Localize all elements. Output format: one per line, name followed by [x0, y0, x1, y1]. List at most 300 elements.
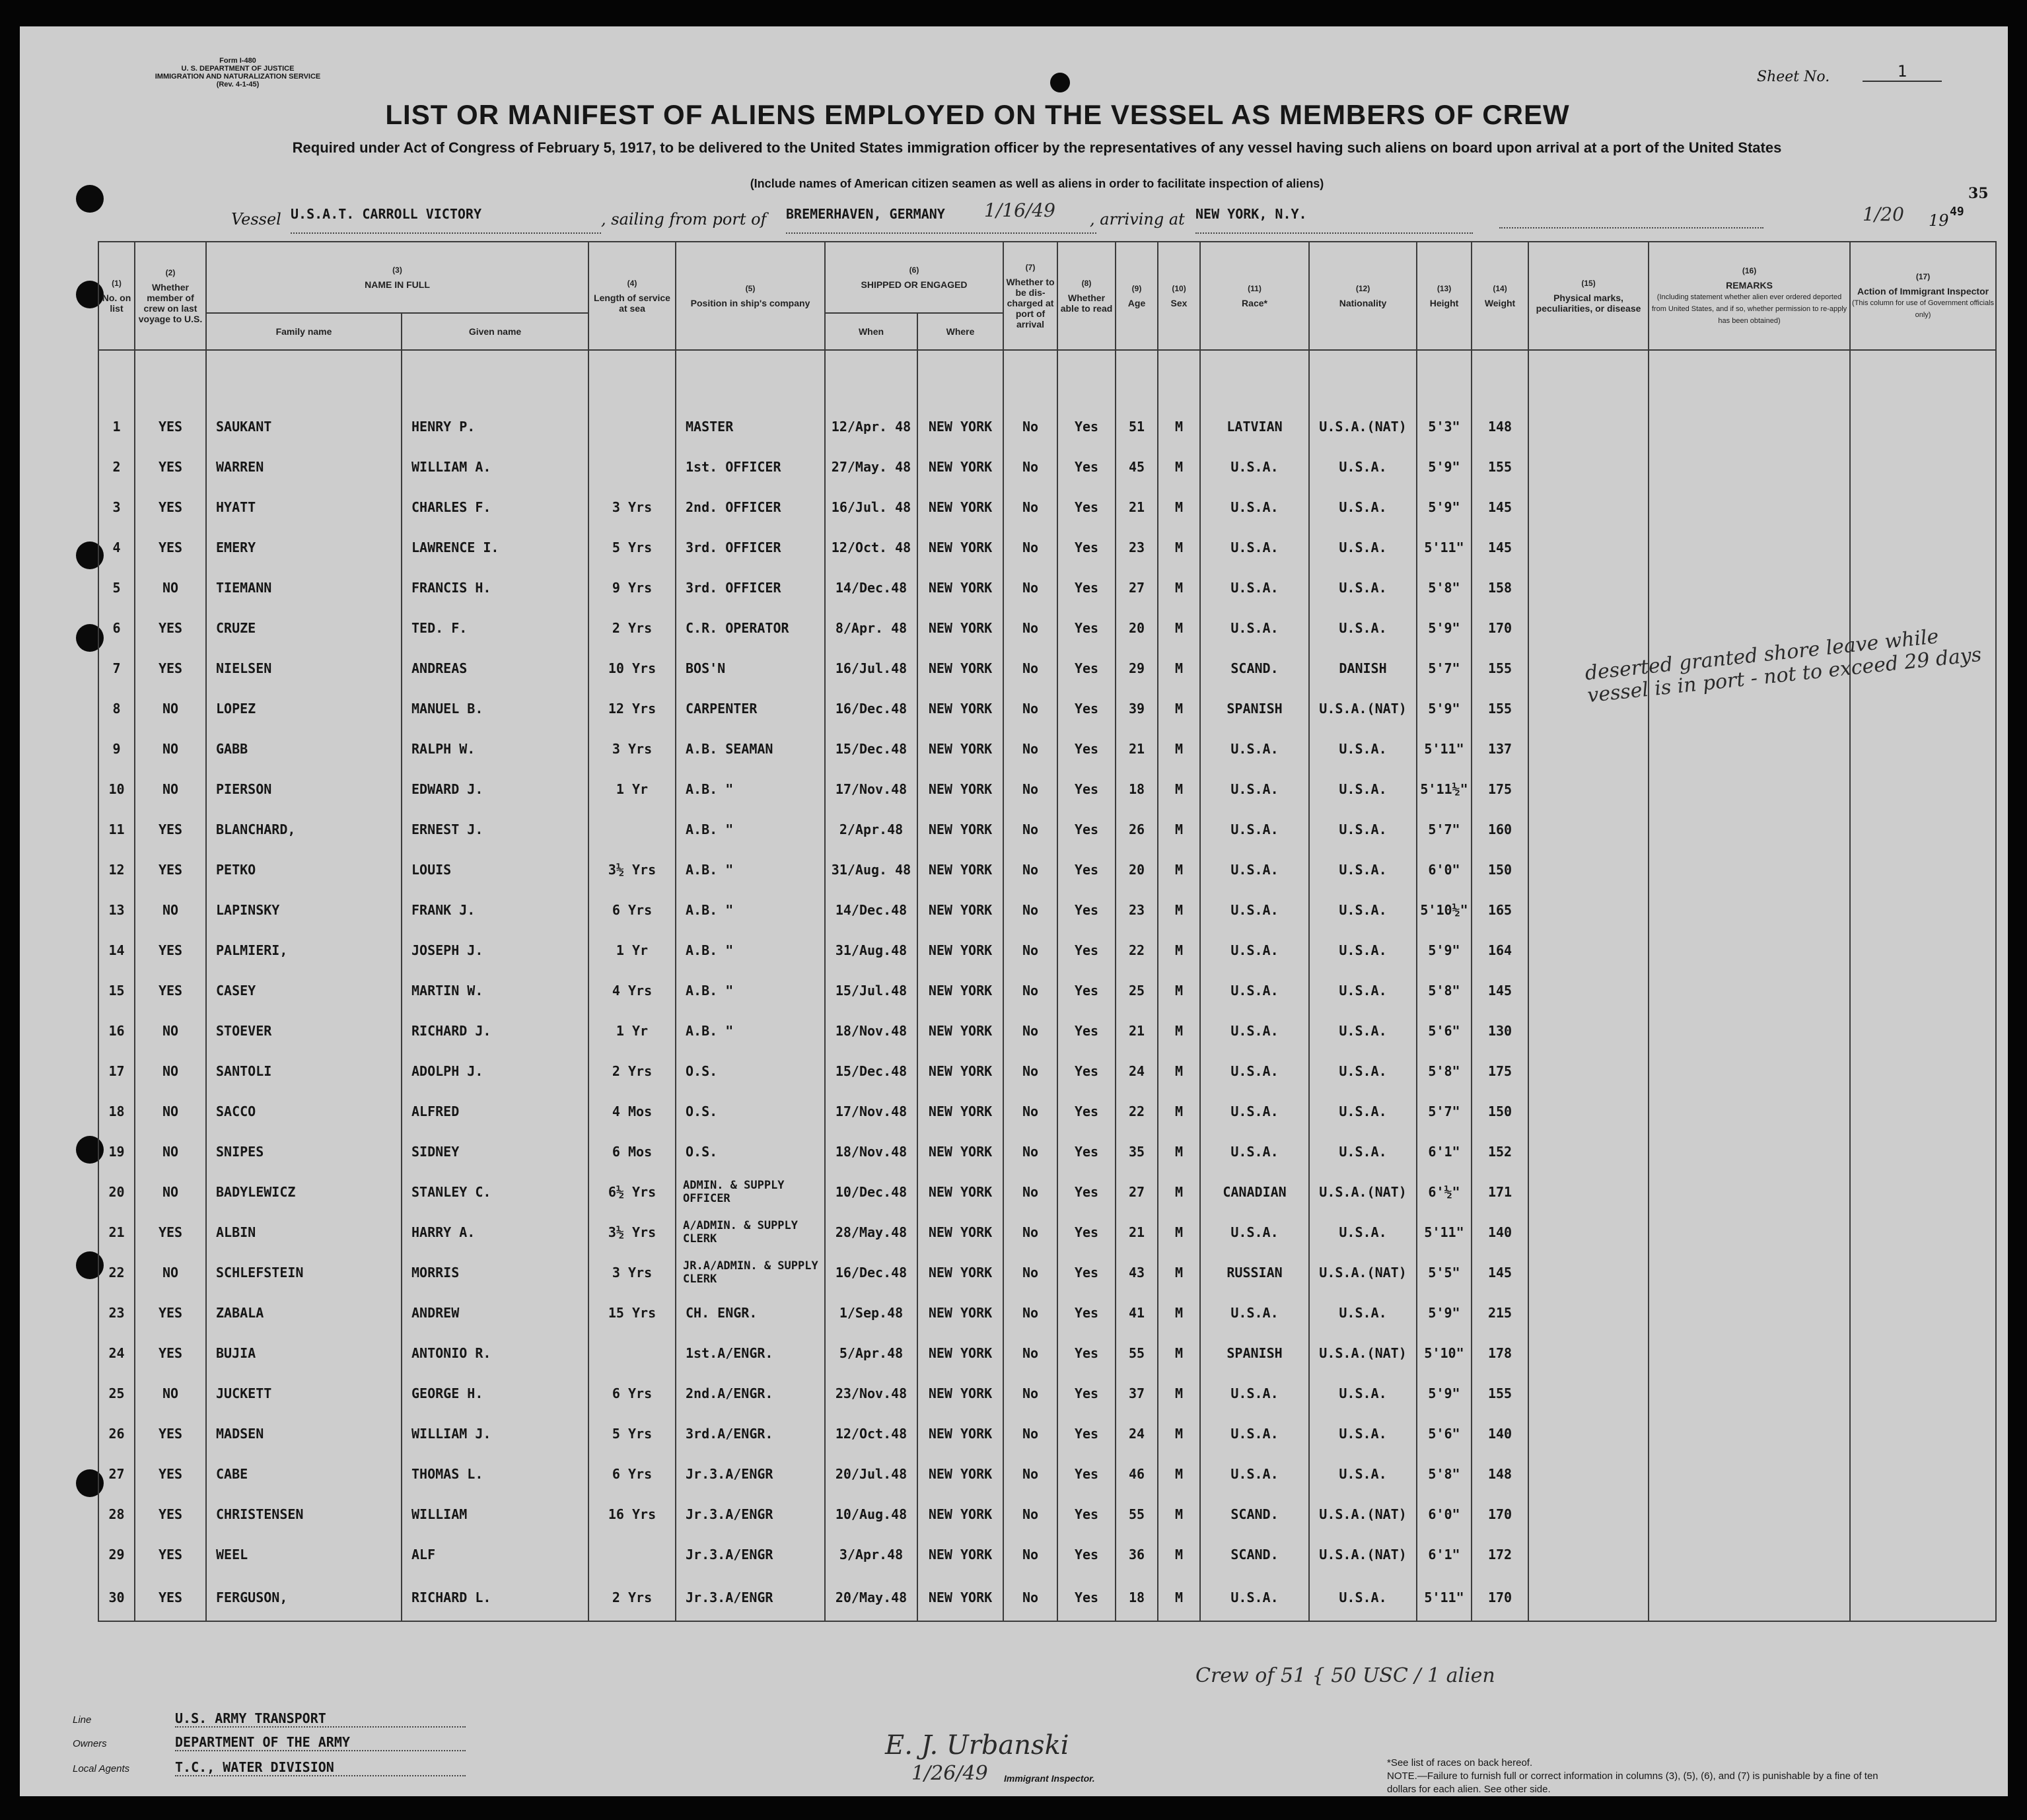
- cell-age: 55: [1116, 1494, 1158, 1534]
- cell-shipped-where: NEW YORK: [917, 1292, 1003, 1333]
- cell-empty: [1850, 446, 1996, 487]
- cell-empty: [1850, 1212, 1996, 1252]
- cell-position: 1st.A/ENGR.: [676, 1333, 825, 1373]
- cell-race: U.S.A.: [1200, 769, 1309, 809]
- cell-position: Jr.3.A/ENGR: [676, 1494, 825, 1534]
- cell-sex: M: [1158, 1373, 1200, 1413]
- cell-weight: 150: [1472, 1091, 1528, 1131]
- cell-family-name: SAUKANT: [206, 406, 402, 446]
- cell-age: 46: [1116, 1453, 1158, 1494]
- cell-sex: M: [1158, 648, 1200, 688]
- cell-weight: 152: [1472, 1131, 1528, 1172]
- cell-weight: 164: [1472, 930, 1528, 970]
- cell-list-number: 20: [98, 1172, 135, 1212]
- cell-given-name: WILLIAM J.: [402, 1413, 588, 1453]
- cell-race: U.S.A.: [1200, 849, 1309, 890]
- cell-position: 3rd.A/ENGR.: [676, 1413, 825, 1453]
- cell-family-name: SCHLEFSTEIN: [206, 1252, 402, 1292]
- service: IMMIGRATION AND NATURALIZATION SERVICE: [155, 73, 321, 81]
- cell-last-voyage: NO: [135, 567, 206, 608]
- cell-position: ADMIN. & SUPPLY OFFICER: [676, 1172, 825, 1212]
- cell-last-voyage: YES: [135, 1333, 206, 1373]
- cell-race: U.S.A.: [1200, 1010, 1309, 1051]
- cell-height: 5'5": [1417, 1252, 1472, 1292]
- table-row: [98, 1091, 1996, 1131]
- cell-height: 5'8": [1417, 1453, 1472, 1494]
- cell-nationality: U.S.A.: [1309, 1051, 1417, 1091]
- cell-empty: [1649, 769, 1850, 809]
- cell-position: A.B. ": [676, 849, 825, 890]
- cell-given-name: STANLEY C.: [402, 1172, 588, 1212]
- cell-shipped-where: NEW YORK: [917, 1051, 1003, 1091]
- cell-able-to-read: Yes: [1057, 970, 1116, 1010]
- cell-nationality: U.S.A.: [1309, 1131, 1417, 1172]
- cell-discharged: No: [1003, 890, 1057, 930]
- table-row: [98, 1453, 1996, 1494]
- cell-list-number: 23: [98, 1292, 135, 1333]
- cell-length-of-service: 6 Yrs: [588, 890, 676, 930]
- cell-shipped-where: NEW YORK: [917, 406, 1003, 446]
- cell-length-of-service: 2 Yrs: [588, 608, 676, 648]
- cell-shipped-where: NEW YORK: [917, 608, 1003, 648]
- cell-weight: 137: [1472, 728, 1528, 769]
- cell-able-to-read: Yes: [1057, 1534, 1116, 1574]
- cell-empty: [1649, 1534, 1850, 1574]
- cell-empty: [1850, 769, 1996, 809]
- cell-family-name: TIEMANN: [206, 567, 402, 608]
- cell-empty: [1649, 1574, 1850, 1621]
- col-nationality: (12) Nationality: [1309, 242, 1417, 350]
- cell-empty: [1850, 487, 1996, 527]
- crew-table: [98, 241, 1997, 1622]
- cell-shipped-where: NEW YORK: [917, 849, 1003, 890]
- cell-nationality: U.S.A.: [1309, 567, 1417, 608]
- cell-shipped-when: 17/Nov.48: [825, 769, 917, 809]
- cell-list-number: 7: [98, 648, 135, 688]
- cell-shipped-where: NEW YORK: [917, 648, 1003, 688]
- cell-position: O.S.: [676, 1131, 825, 1172]
- cell-empty: [1850, 1010, 1996, 1051]
- cell-race: SCAND.: [1200, 1494, 1309, 1534]
- cell-family-name: GABB: [206, 728, 402, 769]
- cell-position: 1st. OFFICER: [676, 446, 825, 487]
- cell-position: CARPENTER: [676, 688, 825, 728]
- cell-able-to-read: Yes: [1057, 728, 1116, 769]
- cell-empty: [1528, 487, 1649, 527]
- cell-nationality: U.S.A.: [1309, 890, 1417, 930]
- cell-empty: [1528, 890, 1649, 930]
- cell-empty: [1528, 1413, 1649, 1453]
- cell-age: 20: [1116, 849, 1158, 890]
- cell-shipped-when: 28/May.48: [825, 1212, 917, 1252]
- cell-shipped-where: NEW YORK: [917, 1534, 1003, 1574]
- cell-empty: [1850, 1091, 1996, 1131]
- cell-position: A.B. ": [676, 809, 825, 849]
- cell-race: U.S.A.: [1200, 1292, 1309, 1333]
- cell-discharged: No: [1003, 1494, 1057, 1534]
- line-value: U.S. ARMY TRANSPORT: [175, 1710, 466, 1728]
- cell-length-of-service: 6 Mos: [588, 1131, 676, 1172]
- cell-sex: M: [1158, 728, 1200, 769]
- cell-empty: [1649, 1051, 1850, 1091]
- arriving-label: , arriving at: [1090, 210, 1185, 228]
- cell-last-voyage: YES: [135, 1292, 206, 1333]
- footer-notes: [1387, 1757, 1889, 1796]
- cell-family-name: BLANCHARD,: [206, 809, 402, 849]
- cell-list-number: 6: [98, 608, 135, 648]
- cell-empty: [1850, 1574, 1996, 1621]
- cell-discharged: No: [1003, 809, 1057, 849]
- table-row: [98, 1010, 1996, 1051]
- cell-length-of-service: 10 Yrs: [588, 648, 676, 688]
- cell-able-to-read: Yes: [1057, 1131, 1116, 1172]
- cell-nationality: U.S.A.: [1309, 446, 1417, 487]
- cell-length-of-service: 16 Yrs: [588, 1494, 676, 1534]
- cell-sex: M: [1158, 1494, 1200, 1534]
- cell-family-name: CRUZE: [206, 608, 402, 648]
- table-row: [98, 1212, 1996, 1252]
- cell-empty: [1528, 1010, 1649, 1051]
- cell-height: 5'9": [1417, 1292, 1472, 1333]
- cell-empty: [1528, 1333, 1649, 1373]
- cell-family-name: LAPINSKY: [206, 890, 402, 930]
- cell-list-number: 17: [98, 1051, 135, 1091]
- cell-given-name: ERNEST J.: [402, 809, 588, 849]
- cell-discharged: No: [1003, 970, 1057, 1010]
- blank-line: [1499, 227, 1763, 228]
- cell-list-number: 21: [98, 1212, 135, 1252]
- cell-weight: 155: [1472, 446, 1528, 487]
- cell-weight: 130: [1472, 1010, 1528, 1051]
- cell-age: 41: [1116, 1292, 1158, 1333]
- cell-weight: 160: [1472, 809, 1528, 849]
- cell-nationality: U.S.A.: [1309, 849, 1417, 890]
- cell-discharged: No: [1003, 1252, 1057, 1292]
- cell-empty: [1649, 1091, 1850, 1131]
- stamp-number: 35: [1968, 185, 1989, 202]
- cell-empty: [1649, 446, 1850, 487]
- cell-length-of-service: 1 Yr: [588, 769, 676, 809]
- col-age: (9) Age: [1116, 242, 1158, 350]
- cell-race: U.S.A.: [1200, 567, 1309, 608]
- handwritten-remark: deserted granted shore leave while vessel is in port - not to exceed 29 days: [1584, 625, 1983, 708]
- table-row: [98, 1051, 1996, 1091]
- cell-empty: [1528, 1534, 1649, 1574]
- cell-family-name: CHRISTENSEN: [206, 1494, 402, 1534]
- cell-shipped-where: NEW YORK: [917, 1413, 1003, 1453]
- cell-age: 21: [1116, 1212, 1158, 1252]
- cell-weight: 172: [1472, 1534, 1528, 1574]
- cell-height: 5'7": [1417, 648, 1472, 688]
- cell-family-name: PETKO: [206, 849, 402, 890]
- cell-shipped-where: NEW YORK: [917, 809, 1003, 849]
- cell-age: 29: [1116, 648, 1158, 688]
- cell-nationality: U.S.A.(NAT): [1309, 1534, 1417, 1574]
- cell-sex: M: [1158, 1051, 1200, 1091]
- cell-last-voyage: NO: [135, 1373, 206, 1413]
- cell-race: SCAND.: [1200, 648, 1309, 688]
- cell-race: U.S.A.: [1200, 809, 1309, 849]
- cell-shipped-when: 5/Apr.48: [825, 1333, 917, 1373]
- agents-label: Local Agents: [73, 1763, 130, 1774]
- cell-age: 18: [1116, 769, 1158, 809]
- cell-empty: [1528, 930, 1649, 970]
- cell-empty: [1528, 1131, 1649, 1172]
- cell-shipped-when: 14/Dec.48: [825, 890, 917, 930]
- cell-shipped-when: 15/Dec.48: [825, 728, 917, 769]
- col-name-in-full: (3) NAME IN FULL: [206, 242, 588, 313]
- cell-list-number: 27: [98, 1453, 135, 1494]
- cell-able-to-read: Yes: [1057, 890, 1116, 930]
- races-note: *See list of races on back hereof.: [1387, 1757, 1533, 1768]
- cell-list-number: 9: [98, 728, 135, 769]
- cell-list-number: 4: [98, 527, 135, 567]
- cell-list-number: 2: [98, 446, 135, 487]
- cell-shipped-when: 2/Apr.48: [825, 809, 917, 849]
- cell-empty: [1528, 527, 1649, 567]
- cell-given-name: SIDNEY: [402, 1131, 588, 1172]
- table-row: [98, 1373, 1996, 1413]
- cell-weight: 145: [1472, 1252, 1528, 1292]
- cell-list-number: 1: [98, 406, 135, 446]
- cell-list-number: 13: [98, 890, 135, 930]
- cell-length-of-service: 15 Yrs: [588, 1292, 676, 1333]
- cell-last-voyage: NO: [135, 1172, 206, 1212]
- cell-height: 5'11": [1417, 728, 1472, 769]
- cell-height: 5'11½": [1417, 769, 1472, 809]
- cell-height: 5'8": [1417, 970, 1472, 1010]
- cell-given-name: RALPH W.: [402, 728, 588, 769]
- col-family-name: Family name: [206, 313, 402, 350]
- cell-height: 5'9": [1417, 688, 1472, 728]
- cell-length-of-service: [588, 406, 676, 446]
- col-race: (11) Race*: [1200, 242, 1309, 350]
- cell-length-of-service: 6 Yrs: [588, 1453, 676, 1494]
- table-row: [98, 1494, 1996, 1534]
- cell-position: JR.A/ADMIN. & SUPPLY CLERK: [676, 1252, 825, 1292]
- col-position: (5) Position in ship's company: [676, 242, 825, 350]
- cell-discharged: No: [1003, 608, 1057, 648]
- cell-shipped-where: NEW YORK: [917, 930, 1003, 970]
- vessel-name: U.S.A.T. CARROLL VICTORY: [291, 206, 601, 234]
- cell-list-number: 12: [98, 849, 135, 890]
- cell-empty: [1850, 1051, 1996, 1091]
- cell-sex: M: [1158, 970, 1200, 1010]
- col-given-name: Given name: [402, 313, 588, 350]
- cell-shipped-when: 31/Aug.48: [825, 930, 917, 970]
- cell-position: O.S.: [676, 1091, 825, 1131]
- cell-family-name: ZABALA: [206, 1292, 402, 1333]
- cell-weight: 140: [1472, 1212, 1528, 1252]
- cell-sex: M: [1158, 1534, 1200, 1574]
- cell-able-to-read: Yes: [1057, 567, 1116, 608]
- cell-able-to-read: Yes: [1057, 769, 1116, 809]
- table-row: [98, 567, 1996, 608]
- cell-age: 21: [1116, 487, 1158, 527]
- cell-length-of-service: 2 Yrs: [588, 1051, 676, 1091]
- cell-height: 5'11": [1417, 527, 1472, 567]
- vessel-label: Vessel: [231, 210, 281, 228]
- cell-race: U.S.A.: [1200, 527, 1309, 567]
- agents-value: T.C., WATER DIVISION: [175, 1759, 466, 1776]
- cell-discharged: No: [1003, 648, 1057, 688]
- table-row: [98, 930, 1996, 970]
- cell-able-to-read: Yes: [1057, 1051, 1116, 1091]
- cell-given-name: MANUEL B.: [402, 688, 588, 728]
- cell-empty: [1528, 1051, 1649, 1091]
- cell-shipped-when: 10/Aug.48: [825, 1494, 917, 1534]
- cell-given-name: EDWARD J.: [402, 769, 588, 809]
- cell-list-number: 29: [98, 1534, 135, 1574]
- form-number: Form I-480: [219, 57, 256, 65]
- cell-nationality: U.S.A.: [1309, 487, 1417, 527]
- cell-last-voyage: YES: [135, 1494, 206, 1534]
- cell-able-to-read: Yes: [1057, 1494, 1116, 1534]
- col-length-of-service: (4) Length of service at sea: [588, 242, 676, 350]
- cell-age: 23: [1116, 527, 1158, 567]
- fine-note: NOTE.—Failure to furnish full or correct information in columns (3), (5), (6), and (7) is punishable by a fine of ten dollars for each alien. See other side.: [1387, 1770, 1878, 1795]
- cell-empty: [1850, 406, 1996, 446]
- cell-family-name: FERGUSON,: [206, 1574, 402, 1621]
- col-able-to-read: (8) Whether able to read: [1057, 242, 1116, 350]
- table-row: [98, 1534, 1996, 1574]
- table-row: [98, 527, 1996, 567]
- cell-height: 6'0": [1417, 849, 1472, 890]
- cell-nationality: U.S.A.: [1309, 527, 1417, 567]
- table-row: [98, 728, 1996, 769]
- form-identifier: [119, 57, 357, 88]
- cell-able-to-read: Yes: [1057, 608, 1116, 648]
- cell-discharged: No: [1003, 446, 1057, 487]
- cell-empty: [1528, 1494, 1649, 1534]
- cell-weight: 155: [1472, 1373, 1528, 1413]
- cell-given-name: HENRY P.: [402, 406, 588, 446]
- cell-empty: [1649, 728, 1850, 769]
- cell-list-number: 16: [98, 1010, 135, 1051]
- cell-given-name: MORRIS: [402, 1252, 588, 1292]
- cell-discharged: No: [1003, 728, 1057, 769]
- cell-shipped-where: NEW YORK: [917, 1252, 1003, 1292]
- cell-sex: M: [1158, 769, 1200, 809]
- cell-empty: [1649, 809, 1850, 849]
- cell-able-to-read: Yes: [1057, 527, 1116, 567]
- cell-last-voyage: YES: [135, 406, 206, 446]
- cell-length-of-service: 9 Yrs: [588, 567, 676, 608]
- cell-shipped-when: 16/Jul. 48: [825, 487, 917, 527]
- cell-discharged: No: [1003, 1091, 1057, 1131]
- cell-able-to-read: Yes: [1057, 930, 1116, 970]
- cell-nationality: U.S.A.(NAT): [1309, 1252, 1417, 1292]
- crew-count-note: Crew of 51 { 50 USC / 1 alien: [1195, 1664, 1495, 1687]
- cell-discharged: No: [1003, 487, 1057, 527]
- cell-position: Jr.3.A/ENGR: [676, 1574, 825, 1621]
- cell-length-of-service: 3 Yrs: [588, 487, 676, 527]
- cell-shipped-where: NEW YORK: [917, 487, 1003, 527]
- cell-list-number: 14: [98, 930, 135, 970]
- cell-empty: [1850, 728, 1996, 769]
- cell-age: 43: [1116, 1252, 1158, 1292]
- cell-age: 39: [1116, 688, 1158, 728]
- table-row: [98, 769, 1996, 809]
- table-row: [98, 446, 1996, 487]
- cell-empty: [1649, 890, 1850, 930]
- cell-nationality: U.S.A.: [1309, 1373, 1417, 1413]
- cell-age: 35: [1116, 1131, 1158, 1172]
- cell-empty: [1528, 608, 1649, 648]
- cell-last-voyage: YES: [135, 608, 206, 648]
- cell-empty: [1528, 1172, 1649, 1212]
- cell-empty: [1649, 1252, 1850, 1292]
- cell-sex: M: [1158, 890, 1200, 930]
- cell-discharged: No: [1003, 1453, 1057, 1494]
- cell-age: 27: [1116, 567, 1158, 608]
- cell-discharged: No: [1003, 1131, 1057, 1172]
- cell-empty: [1850, 1131, 1996, 1172]
- cell-height: 5'9": [1417, 487, 1472, 527]
- cell-height: 5'11": [1417, 1574, 1472, 1621]
- cell-height: 6'1": [1417, 1131, 1472, 1172]
- cell-shipped-where: NEW YORK: [917, 567, 1003, 608]
- cell-able-to-read: Yes: [1057, 1373, 1116, 1413]
- cell-race: SPANISH: [1200, 1333, 1309, 1373]
- table-row: [98, 1333, 1996, 1373]
- cell-age: 55: [1116, 1333, 1158, 1373]
- year-suffix: 49: [1950, 205, 1964, 219]
- cell-position: 2nd. OFFICER: [676, 487, 825, 527]
- cell-sex: M: [1158, 1292, 1200, 1333]
- cell-height: 5'10": [1417, 1333, 1472, 1373]
- col-remarks: (16) REMARKS (Including statement whether alien ever ordered deported from United States, and if so, whether permission to re-apply has been obtained): [1649, 242, 1850, 350]
- cell-discharged: No: [1003, 1413, 1057, 1453]
- cell-able-to-read: Yes: [1057, 1010, 1116, 1051]
- cell-shipped-when: 23/Nov.48: [825, 1373, 917, 1413]
- cell-age: 20: [1116, 608, 1158, 648]
- cell-race: U.S.A.: [1200, 1413, 1309, 1453]
- cell-list-number: 5: [98, 567, 135, 608]
- cell-sex: M: [1158, 1212, 1200, 1252]
- cell-age: 36: [1116, 1534, 1158, 1574]
- cell-height: 6'½": [1417, 1172, 1472, 1212]
- arrival-port: NEW YORK, N.Y.: [1195, 206, 1473, 234]
- cell-sex: M: [1158, 1131, 1200, 1172]
- cell-weight: 178: [1472, 1333, 1528, 1373]
- sailing-label: , sailing from port of: [601, 210, 767, 228]
- cell-length-of-service: 2 Yrs: [588, 1574, 676, 1621]
- cell-given-name: LOUIS: [402, 849, 588, 890]
- cell-discharged: No: [1003, 527, 1057, 567]
- cell-weight: 148: [1472, 1453, 1528, 1494]
- cell-empty: [1649, 1333, 1850, 1373]
- cell-weight: 140: [1472, 1413, 1528, 1453]
- cell-shipped-where: NEW YORK: [917, 1091, 1003, 1131]
- cell-length-of-service: 5 Yrs: [588, 1413, 676, 1453]
- cell-last-voyage: YES: [135, 970, 206, 1010]
- cell-weight: 175: [1472, 769, 1528, 809]
- cell-list-number: 3: [98, 487, 135, 527]
- cell-list-number: 19: [98, 1131, 135, 1172]
- cell-nationality: U.S.A.: [1309, 1292, 1417, 1333]
- cell-shipped-where: NEW YORK: [917, 446, 1003, 487]
- cell-shipped-where: NEW YORK: [917, 1453, 1003, 1494]
- cell-nationality: U.S.A.: [1309, 1413, 1417, 1453]
- cell-height: 5'9": [1417, 930, 1472, 970]
- cell-shipped-when: 16/Dec.48: [825, 1252, 917, 1292]
- cell-sex: M: [1158, 688, 1200, 728]
- cell-position: O.S.: [676, 1051, 825, 1091]
- punch-hole: [76, 185, 104, 213]
- cell-position: 3rd. OFFICER: [676, 527, 825, 567]
- cell-discharged: No: [1003, 769, 1057, 809]
